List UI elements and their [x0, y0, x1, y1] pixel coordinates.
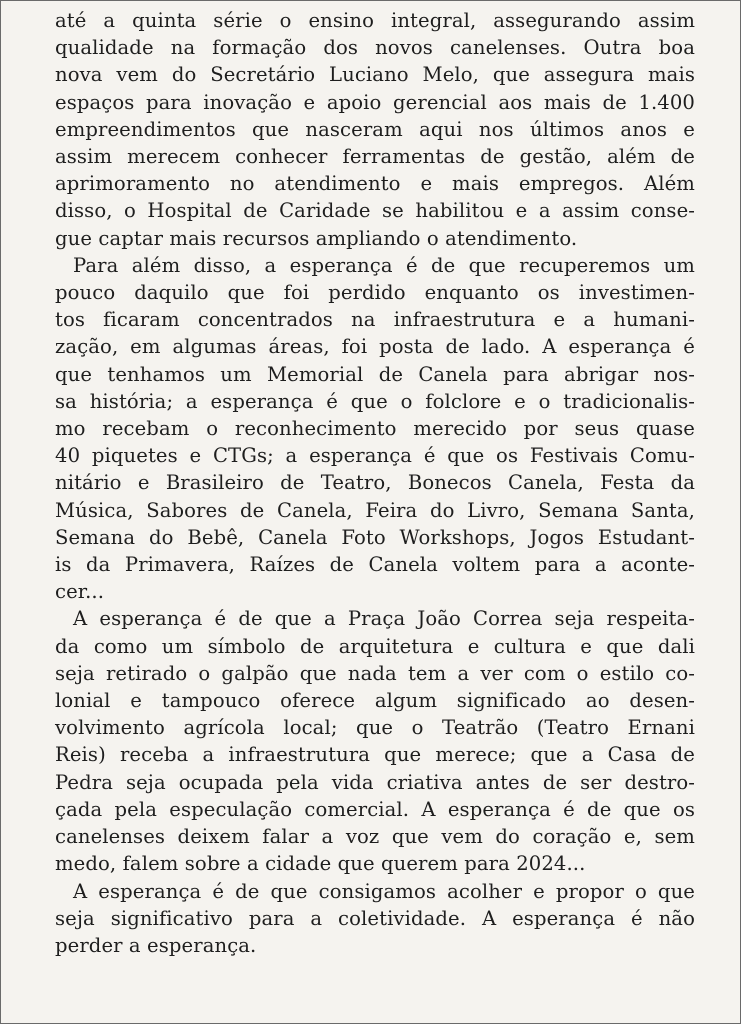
- text-line: aprimoramento no atendimento e mais empregos. Além: [55, 172, 695, 196]
- text-line: nova vem do Secretário Luciano Melo, que assegura mais: [55, 63, 695, 87]
- text-line: pouco daquilo que foi perdido enquanto os investimen-: [55, 281, 695, 305]
- text-line: mo recebam o reconhecimento merecido por seus quase: [55, 417, 695, 441]
- text-line: lonial e tampouco oferece algum significado ao desen-: [55, 689, 695, 713]
- text-line: seja significativo para a coletividade. A esperança é não: [55, 906, 695, 930]
- text-line: Pedra seja ocupada pela vida criativa antes de ser destro-: [55, 770, 695, 794]
- text-line: qualidade na formação dos novos canelenses. Outra boa: [55, 36, 695, 60]
- text-line: çada pela especulação comercial. A esperança é de que os: [55, 797, 695, 821]
- text-line: Reis) receba a infraestrutura que merece; que a Casa de: [55, 743, 695, 767]
- text-line: gue captar mais recursos ampliando o atendimento.: [55, 226, 578, 250]
- text-line: 40 piquetes e CTGs; a esperança é que os Festivais Comu-: [55, 444, 695, 468]
- paragraph-2: [55, 252, 695, 606]
- text-line: disso, o Hospital de Caridade se habilitou e a assim conse-: [55, 199, 695, 223]
- text-line: empreendimentos que nasceram aqui nos últimos anos e: [55, 117, 695, 141]
- text-line: Para além disso, a esperança é de que recuperemos um: [73, 253, 695, 277]
- paragraph-3: [55, 605, 695, 877]
- text-line: A esperança é de que consigamos acolher e propor o que: [73, 879, 695, 903]
- text-line: medo, falem sobre a cidade que querem para 2024...: [55, 852, 586, 876]
- article-column: [55, 7, 695, 959]
- text-line: A esperança é de que a Praça João Correa seja respeita-: [73, 607, 695, 631]
- text-line: is da Primavera, Raízes de Canela voltem para a aconte-: [55, 553, 695, 577]
- text-line: nitário e Brasileiro de Teatro, Bonecos Canela, Festa da: [55, 471, 695, 495]
- text-line: cer...: [55, 580, 105, 604]
- paragraph-1: [55, 7, 695, 252]
- text-line: sa história; a esperança é que o folclore e o tradicionalis-: [55, 389, 695, 413]
- paragraph-4: [55, 878, 695, 960]
- text-line: espaços para inovação e apoio gerencial aos mais de 1.400: [55, 90, 695, 114]
- text-line: Semana do Bebê, Canela Foto Workshops, Jogos Estudant-: [55, 525, 695, 549]
- text-line: da como um símbolo de arquitetura e cultura e que dali: [55, 634, 695, 658]
- text-line: assim merecem conhecer ferramentas de gestão, além de: [55, 145, 695, 169]
- text-line: que tenhamos um Memorial de Canela para abrigar nos-: [55, 362, 695, 386]
- text-line: seja retirado o galpão que nada tem a ver com o estilo co-: [55, 661, 695, 685]
- text-line: zação, em algumas áreas, foi posta de lado. A esperança é: [55, 335, 695, 359]
- text-line: Música, Sabores de Canela, Feira do Livro, Semana Santa,: [55, 498, 695, 522]
- text-line: perder a esperança.: [55, 933, 257, 957]
- text-line: volvimento agrícola local; que o Teatrão (Teatro Ernani: [55, 716, 695, 740]
- text-line: canelenses deixem falar a voz que vem do coração e, sem: [55, 825, 695, 849]
- text-line: até a quinta série o ensino integral, assegurando assim: [55, 9, 695, 32]
- text-line: tos ficaram concentrados na infraestrutura e a humani-: [55, 308, 695, 332]
